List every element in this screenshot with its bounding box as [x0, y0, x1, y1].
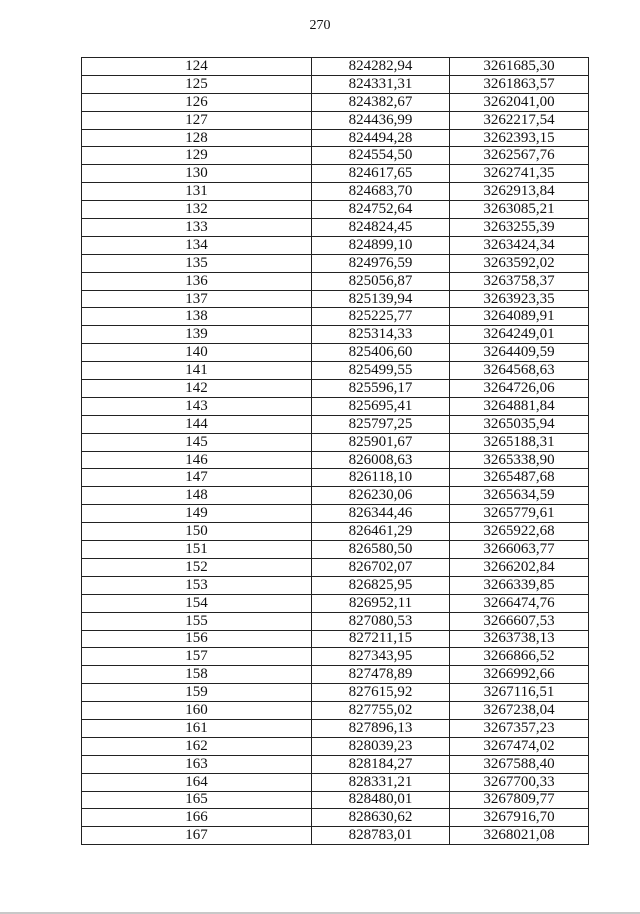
x-coordinate-cell: 824382,67	[312, 93, 450, 111]
x-coordinate-cell: 824976,59	[312, 254, 450, 272]
y-coordinate-cell: 3264568,63	[450, 362, 589, 380]
y-coordinate-cell: 3267474,02	[450, 737, 589, 755]
x-coordinate-cell: 827896,13	[312, 719, 450, 737]
table-row	[82, 75, 589, 93]
y-coordinate-cell: 3262567,76	[450, 147, 589, 165]
x-coordinate-cell: 825499,55	[312, 362, 450, 380]
y-coordinate-cell: 3263758,37	[450, 272, 589, 290]
x-coordinate-cell: 824282,94	[312, 58, 450, 76]
y-coordinate-cell: 3265338,90	[450, 451, 589, 469]
y-coordinate-cell: 3261685,30	[450, 58, 589, 76]
coordinates-table-body	[82, 58, 589, 845]
x-coordinate-cell: 825225,77	[312, 308, 450, 326]
x-coordinate-cell: 827211,15	[312, 630, 450, 648]
point-number-cell: 156	[82, 630, 312, 648]
x-coordinate-cell: 828783,01	[312, 827, 450, 845]
point-number-cell: 143	[82, 397, 312, 415]
table-row	[82, 433, 589, 451]
point-number-cell: 163	[82, 755, 312, 773]
point-number-cell: 145	[82, 433, 312, 451]
table-row	[82, 827, 589, 845]
table-row	[82, 523, 589, 541]
point-number-cell: 148	[82, 487, 312, 505]
y-coordinate-cell: 3267357,23	[450, 719, 589, 737]
y-coordinate-cell: 3262393,15	[450, 129, 589, 147]
y-coordinate-cell: 3265035,94	[450, 415, 589, 433]
x-coordinate-cell: 824824,45	[312, 219, 450, 237]
y-coordinate-cell: 3266992,66	[450, 666, 589, 684]
table-row	[82, 380, 589, 398]
table-row	[82, 469, 589, 487]
y-coordinate-cell: 3264249,01	[450, 326, 589, 344]
x-coordinate-cell: 825596,17	[312, 380, 450, 398]
y-coordinate-cell: 3262913,84	[450, 183, 589, 201]
y-coordinate-cell: 3263255,39	[450, 219, 589, 237]
point-number-cell: 167	[82, 827, 312, 845]
point-number-cell: 135	[82, 254, 312, 272]
x-coordinate-cell: 825406,60	[312, 344, 450, 362]
table-row	[82, 809, 589, 827]
point-number-cell: 150	[82, 523, 312, 541]
x-coordinate-cell: 827615,92	[312, 684, 450, 702]
x-coordinate-cell: 827478,89	[312, 666, 450, 684]
x-coordinate-cell: 824683,70	[312, 183, 450, 201]
table-row	[82, 344, 589, 362]
table-row	[82, 612, 589, 630]
x-coordinate-cell: 828630,62	[312, 809, 450, 827]
point-number-cell: 126	[82, 93, 312, 111]
point-number-cell: 164	[82, 773, 312, 791]
x-coordinate-cell: 826952,11	[312, 594, 450, 612]
page-number: 270	[309, 18, 331, 33]
x-coordinate-cell: 825695,41	[312, 397, 450, 415]
y-coordinate-cell: 3263592,02	[450, 254, 589, 272]
x-coordinate-cell: 826825,95	[312, 576, 450, 594]
point-number-cell: 146	[82, 451, 312, 469]
x-coordinate-cell: 826118,10	[312, 469, 450, 487]
point-number-cell: 140	[82, 344, 312, 362]
table-row	[82, 684, 589, 702]
y-coordinate-cell: 3261863,57	[450, 75, 589, 93]
y-coordinate-cell: 3265634,59	[450, 487, 589, 505]
x-coordinate-cell: 826230,06	[312, 487, 450, 505]
y-coordinate-cell: 3266866,52	[450, 648, 589, 666]
x-coordinate-cell: 825797,25	[312, 415, 450, 433]
point-number-cell: 128	[82, 129, 312, 147]
point-number-cell: 138	[82, 308, 312, 326]
x-coordinate-cell: 825139,94	[312, 290, 450, 308]
point-number-cell: 133	[82, 219, 312, 237]
y-coordinate-cell: 3266607,53	[450, 612, 589, 630]
table-row	[82, 183, 589, 201]
y-coordinate-cell: 3262741,35	[450, 165, 589, 183]
x-coordinate-cell: 827755,02	[312, 702, 450, 720]
table-row	[82, 308, 589, 326]
table-row	[82, 236, 589, 254]
table-row	[82, 541, 589, 559]
table-row	[82, 719, 589, 737]
point-number-cell: 155	[82, 612, 312, 630]
y-coordinate-cell: 3262041,00	[450, 93, 589, 111]
y-coordinate-cell: 3263085,21	[450, 201, 589, 219]
table-row	[82, 290, 589, 308]
point-number-cell: 159	[82, 684, 312, 702]
x-coordinate-cell: 828039,23	[312, 737, 450, 755]
table-row	[82, 791, 589, 809]
point-number-cell: 131	[82, 183, 312, 201]
point-number-cell: 160	[82, 702, 312, 720]
x-coordinate-cell: 824436,99	[312, 111, 450, 129]
x-coordinate-cell: 828480,01	[312, 791, 450, 809]
y-coordinate-cell: 3265922,68	[450, 523, 589, 541]
x-coordinate-cell: 824331,31	[312, 75, 450, 93]
table-row	[82, 147, 589, 165]
table-row	[82, 558, 589, 576]
y-coordinate-cell: 3266474,76	[450, 594, 589, 612]
coordinates-table	[81, 57, 589, 845]
y-coordinate-cell: 3264089,91	[450, 308, 589, 326]
table-row	[82, 397, 589, 415]
table-row	[82, 58, 589, 76]
point-number-cell: 141	[82, 362, 312, 380]
table-row	[82, 648, 589, 666]
y-coordinate-cell: 3267809,77	[450, 791, 589, 809]
point-number-cell: 124	[82, 58, 312, 76]
x-coordinate-cell: 826580,50	[312, 541, 450, 559]
point-number-cell: 154	[82, 594, 312, 612]
x-coordinate-cell: 826461,29	[312, 523, 450, 541]
x-coordinate-cell: 826702,07	[312, 558, 450, 576]
y-coordinate-cell: 3265487,68	[450, 469, 589, 487]
x-coordinate-cell: 825901,67	[312, 433, 450, 451]
point-number-cell: 147	[82, 469, 312, 487]
table-row	[82, 362, 589, 380]
table-row	[82, 666, 589, 684]
table-row	[82, 129, 589, 147]
point-number-cell: 166	[82, 809, 312, 827]
point-number-cell: 152	[82, 558, 312, 576]
point-number-cell: 130	[82, 165, 312, 183]
point-number-cell: 134	[82, 236, 312, 254]
y-coordinate-cell: 3263424,34	[450, 236, 589, 254]
table-row	[82, 326, 589, 344]
x-coordinate-cell: 825056,87	[312, 272, 450, 290]
point-number-cell: 139	[82, 326, 312, 344]
point-number-cell: 127	[82, 111, 312, 129]
table-row	[82, 594, 589, 612]
point-number-cell: 136	[82, 272, 312, 290]
table-row	[82, 487, 589, 505]
table-row	[82, 272, 589, 290]
table-row	[82, 737, 589, 755]
y-coordinate-cell: 3268021,08	[450, 827, 589, 845]
x-coordinate-cell: 824554,50	[312, 147, 450, 165]
y-coordinate-cell: 3266339,85	[450, 576, 589, 594]
y-coordinate-cell: 3264881,84	[450, 397, 589, 415]
y-coordinate-cell: 3263738,13	[450, 630, 589, 648]
x-coordinate-cell: 827343,95	[312, 648, 450, 666]
y-coordinate-cell: 3267238,04	[450, 702, 589, 720]
point-number-cell: 161	[82, 719, 312, 737]
point-number-cell: 125	[82, 75, 312, 93]
table-row	[82, 773, 589, 791]
table-row	[82, 505, 589, 523]
table-row	[82, 415, 589, 433]
table-row	[82, 254, 589, 272]
y-coordinate-cell: 3265779,61	[450, 505, 589, 523]
point-number-cell: 158	[82, 666, 312, 684]
x-coordinate-cell: 824752,64	[312, 201, 450, 219]
x-coordinate-cell: 826008,63	[312, 451, 450, 469]
table-row	[82, 93, 589, 111]
point-number-cell: 162	[82, 737, 312, 755]
point-number-cell: 132	[82, 201, 312, 219]
point-number-cell: 149	[82, 505, 312, 523]
table-row	[82, 451, 589, 469]
x-coordinate-cell: 824617,65	[312, 165, 450, 183]
x-coordinate-cell: 825314,33	[312, 326, 450, 344]
table-row	[82, 576, 589, 594]
y-coordinate-cell: 3264409,59	[450, 344, 589, 362]
table-row	[82, 219, 589, 237]
y-coordinate-cell: 3267916,70	[450, 809, 589, 827]
point-number-cell: 144	[82, 415, 312, 433]
table-row	[82, 165, 589, 183]
x-coordinate-cell: 826344,46	[312, 505, 450, 523]
point-number-cell: 153	[82, 576, 312, 594]
point-number-cell: 157	[82, 648, 312, 666]
point-number-cell: 129	[82, 147, 312, 165]
x-coordinate-cell: 828331,21	[312, 773, 450, 791]
y-coordinate-cell: 3262217,54	[450, 111, 589, 129]
point-number-cell: 165	[82, 791, 312, 809]
table-row	[82, 111, 589, 129]
y-coordinate-cell: 3266202,84	[450, 558, 589, 576]
y-coordinate-cell: 3267116,51	[450, 684, 589, 702]
x-coordinate-cell: 824899,10	[312, 236, 450, 254]
table-row	[82, 702, 589, 720]
point-number-cell: 137	[82, 290, 312, 308]
point-number-cell: 142	[82, 380, 312, 398]
table-row	[82, 755, 589, 773]
x-coordinate-cell: 828184,27	[312, 755, 450, 773]
y-coordinate-cell: 3267700,33	[450, 773, 589, 791]
y-coordinate-cell: 3263923,35	[450, 290, 589, 308]
y-coordinate-cell: 3265188,31	[450, 433, 589, 451]
y-coordinate-cell: 3264726,06	[450, 380, 589, 398]
y-coordinate-cell: 3266063,77	[450, 541, 589, 559]
y-coordinate-cell: 3267588,40	[450, 755, 589, 773]
x-coordinate-cell: 824494,28	[312, 129, 450, 147]
table-row	[82, 630, 589, 648]
table-row	[82, 201, 589, 219]
point-number-cell: 151	[82, 541, 312, 559]
x-coordinate-cell: 827080,53	[312, 612, 450, 630]
